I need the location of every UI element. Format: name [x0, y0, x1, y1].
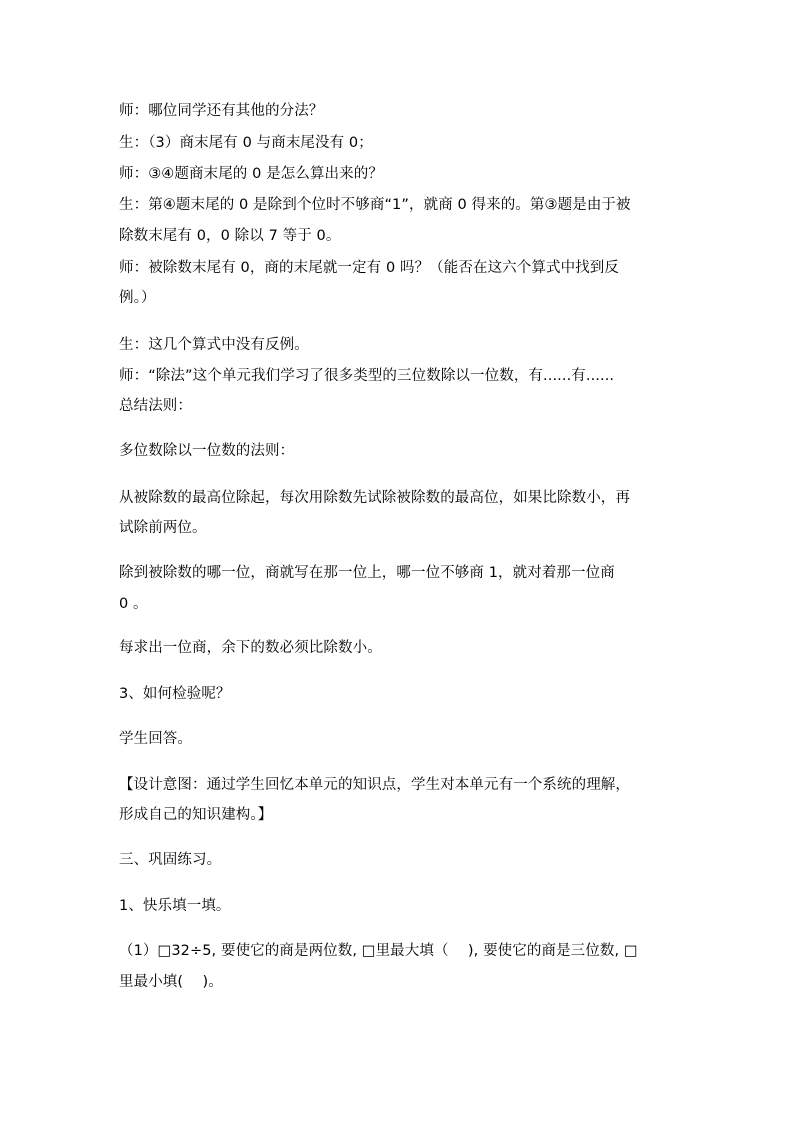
text-line: 多位数除以一位数的法则： [119, 443, 295, 459]
text-line: 学生回答。 [119, 731, 192, 747]
text-line: 生：这几个算式中没有反例。 [119, 337, 309, 353]
text-line: 【设计意图：通过学生回忆本单元的知识点，学生对本单元有一个系统的理解， [119, 777, 630, 793]
text-line: 形成自己的知识建构。】 [119, 807, 273, 823]
text-line: 师：被除数末尾有 0，商的末尾就一定有 0 吗？（能否在这六个算式中找到反 [119, 260, 619, 276]
text-line: （1）□32÷5, 要使它的商是两位数, □里最大填（ ), 要使它的商是三位数, □ [119, 943, 638, 959]
text-line: 试除前两位。 [119, 520, 207, 536]
text-line: 生：第④题末尾的 0 是除到个位时不够商“1”，就商 0 得来的。第③题是由于被 [119, 197, 631, 213]
text-line: 总结法则： [119, 398, 192, 414]
text-line: 师：哪位同学还有其他的分法？ [119, 103, 324, 119]
text-line: 师：“除法”这个单元我们学习了很多类型的三位数除以一位数，有......有...... [119, 368, 615, 384]
text-line: 除到被除数的哪一位，商就写在那一位上，哪一位不够商 1，就对着那一位商 [119, 565, 615, 581]
text-line: 每求出一位商，余下的数必须比除数小。 [119, 640, 382, 656]
text-line: 1、快乐填一填。 [119, 898, 231, 914]
text-line: 3、如何检验呢？ [119, 686, 231, 702]
text-line: 例。） [119, 290, 156, 306]
text-line: 里最小填( )。 [119, 974, 223, 990]
text-line: 0 。 [119, 596, 148, 612]
text-line: 师：③④题商末尾的 0 是怎么算出来的？ [119, 166, 383, 182]
text-line: 三、巩固练习。 [119, 852, 222, 868]
text-line: 生：（3）商末尾有 0 与商末尾没有 0； [119, 135, 373, 151]
text-line: 从被除数的最高位除起，每次用除数先试除被除数的最高位，如果比除数小，再 [119, 490, 630, 506]
text-line: 除数末尾有 0，0 除以 7 等于 0。 [119, 228, 341, 244]
